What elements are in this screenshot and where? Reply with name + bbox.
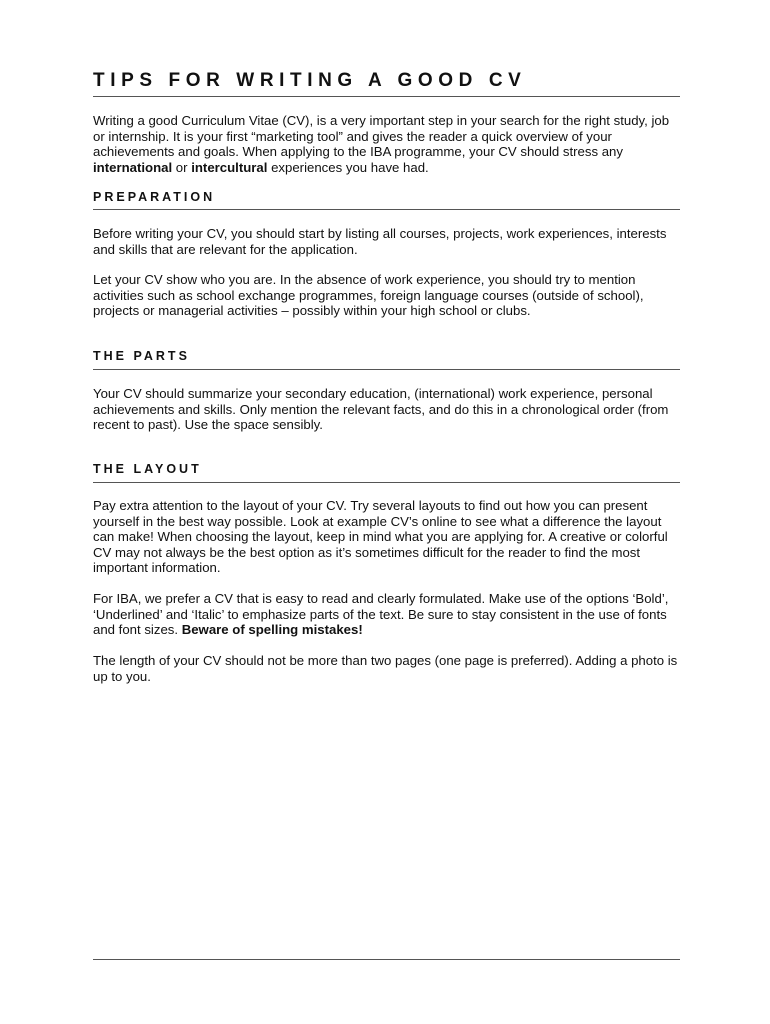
layout-paragraph-1: Pay extra attention to the layout of your CV. Try several layouts to find out how you can present yourself in the best way possible. Look at example CV’s online to see what a difference the layout can make! When choosing the layout, keep in mind what you are applying for. A creative or colorful CV may not always be the best option as it’s sometimes difficult for the reader to find the most important information. [93,498,668,575]
intro-text-2: or [172,159,192,175]
preparation-paragraph-1: Before writing your CV, you should start by listing all courses, projects, work experiences, interests and skills that are relevant for the application. [93,226,667,257]
intro-text-1: Writing a good Curriculum Vitae (CV), is a very important step in your search for the right study, job or internship. It is your first “marketing tool” and gives the reader a quick overview of your achievements and goals. When applying to the IBA programme, your CV should stress any [93,113,670,159]
preparation-divider [93,209,680,210]
footer-divider [93,959,680,960]
document-title: TIPS FOR WRITING A GOOD CV [93,70,527,91]
spelling-warning: Beware of spelling mistakes! [181,622,363,637]
parts-paragraph-1: Your CV should summarize your secondary education, (international) work experience, personal achievements and skills. Only mention the relevant facts, and do this in a chronological order (from recent to past). Use the space sensibly. [93,386,669,432]
intro-text-3: experiences you have had. [267,159,429,175]
intro-paragraph [93,113,680,175]
preparation-heading: PREPARATION [93,190,216,204]
layout-heading: THE LAYOUT [93,462,202,476]
parts-heading: THE PARTS [93,349,190,363]
layout-divider [93,482,680,483]
intro-bold-intercultural: intercultural [191,159,268,175]
layout-paragraph-2 [93,591,680,638]
title-divider [93,96,680,97]
layout-paragraph-2-text: For IBA, we prefer a CV that is easy to read and clearly formulated. Make use of the options ‘Bold’, ‘Underlined’ and ‘Italic’ to emphasize parts of the text. Be sure to stay consistent in the use of fonts and font sizes. [93,591,669,637]
parts-divider [93,369,680,370]
intro-bold-international: international [93,159,173,175]
preparation-paragraph-2: Let your CV show who you are. In the absence of work experience, you should try to mention activities such as school exchange programmes, foreign language courses (outside of school), projects or managerial activities – possibly within your high school or clubs. [93,272,644,318]
layout-paragraph-3: The length of your CV should not be more than two pages (one page is preferred). Adding a photo is up to you. [93,653,678,684]
